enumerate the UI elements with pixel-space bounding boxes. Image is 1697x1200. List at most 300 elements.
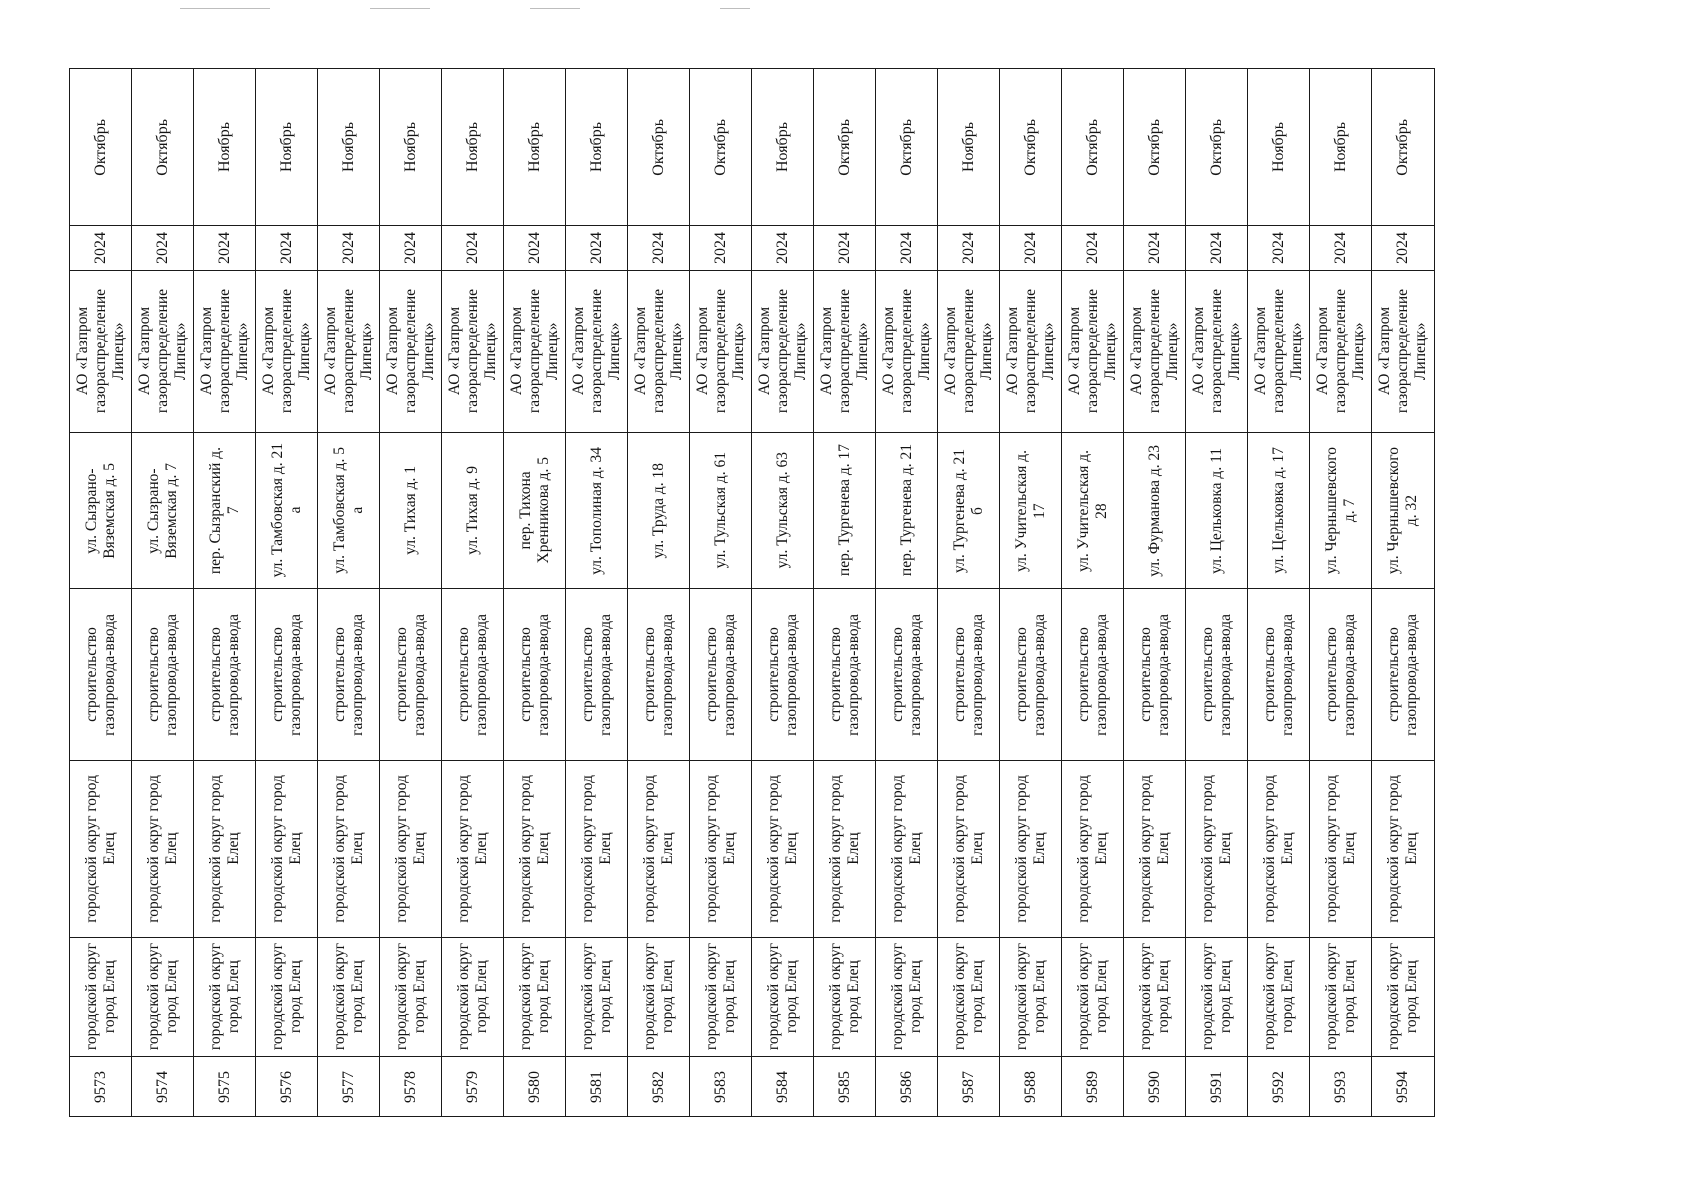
settlement-text: городской округ город Елец (702, 775, 738, 923)
municipality-text: городской округ город Елец (1074, 943, 1110, 1051)
work-type-cell (814, 589, 876, 761)
settlement-text: городской округ город Елец (578, 775, 614, 923)
record-number-cell (814, 1057, 876, 1117)
row-organization (70, 271, 1435, 433)
municipality-text: городской округ город Елец (516, 943, 552, 1051)
municipality-text: городской округ город Елец (82, 943, 118, 1051)
municipality-text: городской округ город Елец (1322, 943, 1358, 1051)
settlement-cell (814, 761, 876, 938)
year-cell (1062, 226, 1124, 271)
work-type-cell (876, 589, 938, 761)
municipality-text: городской округ город Елец (1260, 943, 1296, 1051)
record-number-text: 9587 (959, 1070, 977, 1103)
work-type-text: строительство газопровода-ввода (330, 613, 366, 736)
work-type-text: строительство газопровода-ввода (826, 613, 862, 736)
settlement-text: городской округ город Елец (82, 775, 118, 923)
year-text: 2024 (649, 232, 667, 264)
address-cell (70, 433, 132, 589)
month-text: Октябрь (1021, 118, 1039, 176)
record-number-text: 9586 (897, 1070, 915, 1103)
address-text: ул. Тульская д. 61 (711, 452, 729, 569)
municipality-text: городской округ город Елец (206, 943, 242, 1051)
settlement-cell (132, 761, 194, 938)
month-cell (690, 69, 752, 226)
municipality-text: городской округ город Елец (330, 943, 366, 1051)
year-cell (814, 226, 876, 271)
settlement-cell (318, 761, 380, 938)
settlement-text: городской округ город Елец (826, 775, 862, 923)
year-text: 2024 (711, 232, 729, 264)
record-number-cell (1310, 1057, 1372, 1117)
settlement-cell (504, 761, 566, 938)
scan-artifact-line (370, 8, 430, 9)
year-cell (1248, 226, 1310, 271)
organization-text: АО «Газпром газораспределение Липецк» (1376, 289, 1429, 414)
municipality-text: городской округ город Елец (454, 943, 490, 1051)
organization-text: АО «Газпром газораспределение Липецк» (631, 289, 685, 414)
work-type-cell (442, 589, 504, 761)
month-text: Октябрь (153, 118, 171, 176)
settlement-text: городской округ город Елец (454, 775, 490, 923)
organization-cell (442, 271, 504, 433)
year-cell (380, 226, 442, 271)
address-text: ул. Чернышевского д. 32 (1385, 446, 1420, 575)
year-cell (938, 226, 1000, 271)
year-cell (132, 226, 194, 271)
scan-artifact-line (180, 8, 270, 9)
address-text: пер. Сызранский д. 7 (206, 446, 242, 575)
record-number-cell (194, 1057, 256, 1117)
settlement-text: городской округ город Елец (1074, 775, 1110, 923)
record-number-cell (1000, 1057, 1062, 1117)
settlement-text: городской округ город Елец (206, 775, 242, 923)
month-cell (1248, 69, 1310, 226)
address-text: ул. Цельковка д. 17 (1269, 447, 1287, 574)
record-number-cell (752, 1057, 814, 1117)
organization-text: АО «Газпром газораспределение Липецк» (693, 289, 747, 414)
municipality-cell (1372, 938, 1435, 1057)
month-cell (380, 69, 442, 226)
organization-cell (1124, 271, 1186, 433)
record-number-text: 9594 (1394, 1070, 1411, 1103)
month-text: Октябрь (649, 118, 667, 176)
address-cell (1062, 433, 1124, 589)
organization-text: АО «Газпром газораспределение Липецк» (817, 289, 871, 414)
organization-text: АО «Газпром газораспределение Липецк» (1189, 289, 1243, 414)
municipality-cell (628, 938, 690, 1057)
month-text: Ноябрь (401, 121, 419, 173)
address-text: ул. Цельковка д. 11 (1207, 447, 1225, 574)
work-type-cell (380, 589, 442, 761)
settlement-text: городской округ город Елец (1260, 775, 1296, 923)
work-type-cell (938, 589, 1000, 761)
address-cell (690, 433, 752, 589)
municipality-text: городской округ город Елец (1136, 943, 1172, 1051)
year-text: 2024 (1207, 232, 1225, 264)
work-type-text: строительство газопровода-ввода (1136, 613, 1172, 736)
address-text: ул. Тополиная д. 34 (587, 446, 605, 575)
organization-cell (1248, 271, 1310, 433)
settlement-cell (1000, 761, 1062, 938)
record-number-text: 9576 (277, 1070, 295, 1103)
work-type-text: строительство газопровода-ввода (578, 613, 614, 736)
month-text: Ноябрь (525, 121, 543, 173)
address-cell (1186, 433, 1248, 589)
municipality-cell (442, 938, 504, 1057)
work-type-cell (1186, 589, 1248, 761)
record-number-text: 9589 (1083, 1070, 1101, 1103)
record-number-cell (1124, 1057, 1186, 1117)
record-number-text: 9575 (215, 1070, 233, 1103)
month-cell (256, 69, 318, 226)
record-number-text: 9584 (773, 1070, 791, 1103)
settlement-cell (1062, 761, 1124, 938)
municipality-text: городской округ город Елец (826, 943, 862, 1051)
month-text: Ноябрь (215, 121, 233, 173)
year-text: 2024 (277, 232, 295, 264)
settlement-text: городской округ город Елец (1136, 775, 1172, 923)
municipality-text: городской округ город Елец (764, 943, 800, 1051)
organization-cell (380, 271, 442, 433)
month-text: Ноябрь (959, 121, 977, 173)
address-text: ул. Тульская д. 63 (773, 452, 791, 569)
record-number-cell (938, 1057, 1000, 1117)
municipality-cell (814, 938, 876, 1057)
address-text: ул. Сызрано- Вяземская д. 5 (82, 462, 118, 559)
work-type-text: строительство газопровода-ввода (392, 613, 428, 736)
record-number-text: 9580 (525, 1070, 543, 1103)
year-text: 2024 (1145, 232, 1163, 264)
organization-cell (256, 271, 318, 433)
year-cell (1310, 226, 1372, 271)
settlement-cell (1310, 761, 1372, 938)
settlement-text: городской округ город Елец (392, 775, 428, 923)
settlement-text: городской округ город Елец (1012, 775, 1048, 923)
record-number-text: 9573 (91, 1070, 109, 1103)
year-text: 2024 (959, 232, 977, 264)
municipality-cell (566, 938, 628, 1057)
month-cell (938, 69, 1000, 226)
settlement-text: городской округ город Елец (144, 775, 180, 923)
month-text: Октябрь (835, 118, 853, 176)
record-number-text: 9581 (587, 1070, 605, 1103)
municipality-cell (1062, 938, 1124, 1057)
record-number-text: 9583 (711, 1070, 729, 1103)
municipality-cell (318, 938, 380, 1057)
month-cell (318, 69, 380, 226)
address-text: ул. Тургенева д. 21 б (950, 448, 986, 573)
address-text: ул. Чернышевского д. 7 (1322, 446, 1358, 575)
municipality-text: городской округ город Елец (1012, 943, 1048, 1051)
settlement-cell (876, 761, 938, 938)
work-type-cell (566, 589, 628, 761)
municipality-text: городской округ город Елец (702, 943, 738, 1051)
month-cell (752, 69, 814, 226)
month-cell (1000, 69, 1062, 226)
year-text: 2024 (463, 232, 481, 264)
month-text: Ноябрь (1269, 121, 1287, 173)
municipality-cell (1124, 938, 1186, 1057)
settlement-text: городской округ город Елец (950, 775, 986, 923)
organization-text: АО «Газпром газораспределение Липецк» (941, 289, 995, 414)
work-type-text: строительство газопровода-ввода (764, 613, 800, 736)
organization-cell (318, 271, 380, 433)
record-number-text: 9585 (835, 1070, 853, 1103)
work-type-text: строительство газопровода-ввода (1322, 613, 1358, 736)
month-cell (1124, 69, 1186, 226)
address-cell (318, 433, 380, 589)
month-text: Октябрь (1207, 118, 1225, 176)
address-text: пер. Тихона Хренникова д. 5 (516, 457, 552, 564)
address-cell (1000, 433, 1062, 589)
organization-text: АО «Газпром газораспределение Липецк» (1313, 289, 1367, 414)
row-record-number (70, 1057, 1435, 1117)
record-number-cell (690, 1057, 752, 1117)
settlement-cell (1186, 761, 1248, 938)
municipality-text: городской округ город Елец (144, 943, 180, 1051)
work-type-text: строительство газопровода-ввода (1198, 613, 1234, 736)
record-number-text: 9582 (649, 1070, 667, 1103)
municipality-cell (256, 938, 318, 1057)
municipality-cell (70, 938, 132, 1057)
year-cell (876, 226, 938, 271)
address-text: ул. Тихая д. 9 (463, 466, 481, 555)
month-cell (814, 69, 876, 226)
year-text: 2024 (153, 232, 171, 264)
record-number-cell (1062, 1057, 1124, 1117)
row-month (70, 69, 1435, 226)
settlement-cell (70, 761, 132, 938)
month-text: Ноябрь (773, 121, 791, 173)
record-number-cell (70, 1057, 132, 1117)
gas-pipeline-schedule-table (69, 68, 1435, 1117)
record-number-cell (566, 1057, 628, 1117)
address-cell (814, 433, 876, 589)
work-type-cell (752, 589, 814, 761)
year-text: 2024 (339, 232, 357, 264)
settlement-cell (194, 761, 256, 938)
municipality-cell (1000, 938, 1062, 1057)
record-number-text: 9590 (1145, 1070, 1163, 1103)
settlement-text: городской округ город Елец (516, 775, 552, 923)
record-number-cell (1372, 1057, 1435, 1117)
work-type-cell (690, 589, 752, 761)
organization-cell (194, 271, 256, 433)
address-cell (752, 433, 814, 589)
work-type-cell (504, 589, 566, 761)
work-type-text: строительство газопровода-ввода (82, 613, 118, 736)
year-cell (752, 226, 814, 271)
row-work-type (70, 589, 1435, 761)
address-cell (194, 433, 256, 589)
settlement-cell (690, 761, 752, 938)
address-cell (132, 433, 194, 589)
record-number-cell (132, 1057, 194, 1117)
settlement-cell (1248, 761, 1310, 938)
settlement-cell (442, 761, 504, 938)
record-number-text: 9579 (463, 1070, 481, 1103)
work-type-text: строительство газопровода-ввода (206, 613, 242, 736)
row-address (70, 433, 1435, 589)
year-cell (70, 226, 132, 271)
municipality-cell (132, 938, 194, 1057)
municipality-cell (690, 938, 752, 1057)
municipality-cell (876, 938, 938, 1057)
address-text: пер. Тургенева д. 21 (897, 444, 915, 577)
work-type-cell (318, 589, 380, 761)
organization-text: АО «Газпром газораспределение Липецк» (259, 289, 313, 414)
address-text: ул. Сызрано- Вяземская д. 7 (144, 462, 180, 559)
year-cell (628, 226, 690, 271)
month-cell (566, 69, 628, 226)
organization-cell (876, 271, 938, 433)
address-cell (1124, 433, 1186, 589)
settlement-text: городской округ город Елец (1322, 775, 1358, 923)
month-text: Ноябрь (1331, 121, 1349, 173)
work-type-cell (1310, 589, 1372, 761)
record-number-cell (504, 1057, 566, 1117)
settlement-text: городской округ город Елец (888, 775, 924, 923)
row-settlement (70, 761, 1435, 938)
address-cell (566, 433, 628, 589)
record-number-text: 9591 (1207, 1070, 1225, 1103)
address-cell (380, 433, 442, 589)
year-cell (1000, 226, 1062, 271)
municipality-text: городской округ город Елец (1198, 943, 1234, 1051)
month-cell (876, 69, 938, 226)
municipality-cell (1248, 938, 1310, 1057)
work-type-text: строительство газопровода-ввода (144, 613, 180, 736)
organization-cell (1186, 271, 1248, 433)
address-cell (256, 433, 318, 589)
work-type-cell (132, 589, 194, 761)
work-type-cell (1062, 589, 1124, 761)
year-cell (566, 226, 628, 271)
municipality-text: городской округ город Елец (1385, 943, 1420, 1051)
record-number-cell (256, 1057, 318, 1117)
month-text: Октябрь (711, 118, 729, 176)
municipality-cell (938, 938, 1000, 1057)
organization-cell (1372, 271, 1435, 433)
month-text: Октябрь (897, 118, 915, 176)
address-text: ул. Тамбовская д. 21 а (268, 443, 304, 578)
record-number-text: 9593 (1331, 1070, 1349, 1103)
municipality-text: городской округ город Елец (268, 943, 304, 1051)
year-cell (690, 226, 752, 271)
organization-cell (504, 271, 566, 433)
organization-cell (814, 271, 876, 433)
organization-text: АО «Газпром газораспределение Липецк» (1065, 289, 1119, 414)
municipality-cell (1310, 938, 1372, 1057)
organization-cell (752, 271, 814, 433)
work-type-text: строительство газопровода-ввода (454, 613, 490, 736)
municipality-text: городской округ город Елец (578, 943, 614, 1051)
year-text: 2024 (897, 232, 915, 264)
organization-cell (690, 271, 752, 433)
municipality-text: городской округ город Елец (392, 943, 428, 1051)
address-cell (442, 433, 504, 589)
work-type-text: строительство газопровода-ввода (702, 613, 738, 736)
settlement-text: городской округ город Елец (1385, 775, 1420, 923)
settlement-text: городской округ город Елец (330, 775, 366, 923)
organization-cell (1000, 271, 1062, 433)
address-cell (504, 433, 566, 589)
work-type-cell (256, 589, 318, 761)
year-text: 2024 (91, 232, 109, 264)
work-type-text: строительство газопровода-ввода (888, 613, 924, 736)
month-cell (70, 69, 132, 226)
year-cell (1124, 226, 1186, 271)
record-number-text: 9578 (401, 1070, 419, 1103)
month-text: Ноябрь (277, 121, 295, 173)
year-text: 2024 (215, 232, 233, 264)
month-cell (132, 69, 194, 226)
month-cell (1062, 69, 1124, 226)
organization-text: АО «Газпром газораспределение Липецк» (1251, 289, 1305, 414)
organization-cell (70, 271, 132, 433)
organization-cell (938, 271, 1000, 433)
municipality-cell (380, 938, 442, 1057)
address-text: ул. Тихая д. 1 (401, 466, 419, 555)
municipality-cell (752, 938, 814, 1057)
settlement-cell (1124, 761, 1186, 938)
address-text: ул. Труда д. 18 (649, 462, 667, 559)
address-cell (1310, 433, 1372, 589)
work-type-text: строительство газопровода-ввода (1260, 613, 1296, 736)
work-type-text: строительство газопровода-ввода (1385, 613, 1420, 736)
record-number-cell (1186, 1057, 1248, 1117)
municipality-text: городской округ город Елец (888, 943, 924, 1051)
organization-text: АО «Газпром газораспределение Липецк» (879, 289, 933, 414)
work-type-text: строительство газопровода-ввода (1012, 613, 1048, 736)
year-text: 2024 (1331, 232, 1349, 264)
settlement-text: городской округ город Елец (268, 775, 304, 923)
work-type-cell (194, 589, 256, 761)
month-cell (504, 69, 566, 226)
year-text: 2024 (1269, 232, 1287, 264)
month-text: Октябрь (91, 118, 109, 176)
record-number-cell (318, 1057, 380, 1117)
month-text: Октябрь (1083, 118, 1101, 176)
organization-text: АО «Газпром газораспределение Липецк» (569, 289, 623, 414)
record-number-cell (380, 1057, 442, 1117)
municipality-text: городской округ город Елец (950, 943, 986, 1051)
scan-artifact-line (720, 8, 750, 9)
month-text: Ноябрь (587, 121, 605, 173)
organization-cell (628, 271, 690, 433)
municipality-cell (504, 938, 566, 1057)
organization-text: АО «Газпром газораспределение Липецк» (135, 289, 189, 414)
address-text: пер. Тургенева д. 17 (835, 444, 853, 577)
year-cell (1372, 226, 1435, 271)
month-cell (1186, 69, 1248, 226)
year-cell (256, 226, 318, 271)
settlement-text: городской округ город Елец (640, 775, 676, 923)
settlement-text: городской округ город Елец (764, 775, 800, 923)
organization-text: АО «Газпром газораспределение Липецк» (755, 289, 809, 414)
month-cell (194, 69, 256, 226)
organization-text: АО «Газпром газораспределение Липецк» (1003, 289, 1057, 414)
organization-cell (1062, 271, 1124, 433)
record-number-text: 9577 (339, 1070, 357, 1103)
settlement-cell (256, 761, 318, 938)
year-text: 2024 (835, 232, 853, 264)
month-text: Ноябрь (339, 121, 357, 173)
municipality-cell (1186, 938, 1248, 1057)
year-cell (504, 226, 566, 271)
organization-text: АО «Газпром газораспределение Липецк» (321, 289, 375, 414)
address-text: ул. Учительская д. 28 (1074, 449, 1110, 572)
